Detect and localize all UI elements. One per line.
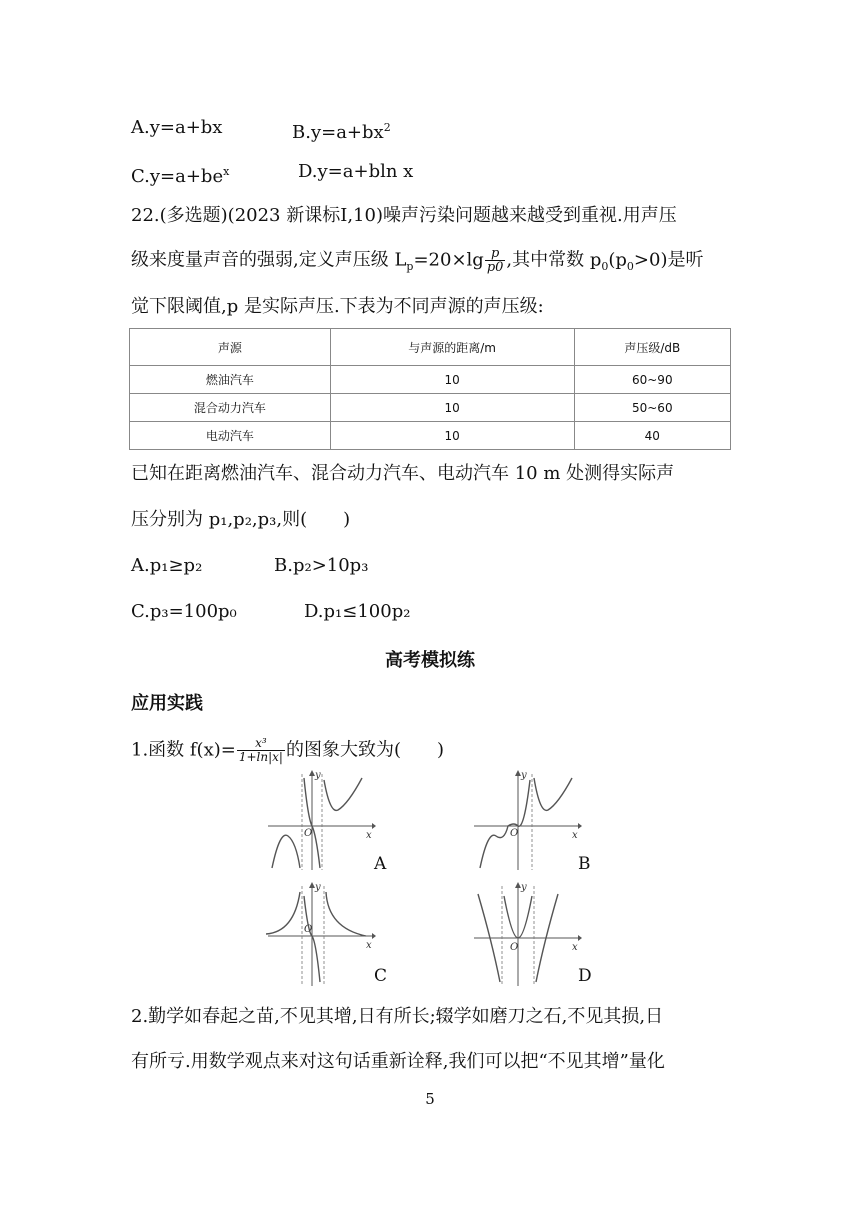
table-row (130, 394, 731, 422)
graph-b (472, 770, 582, 870)
x-axis-arrow (372, 933, 376, 939)
axis-x-label: x (366, 940, 372, 951)
curve (480, 780, 530, 868)
table-cell: 10 (330, 394, 574, 422)
option-row (131, 116, 222, 140)
graph-label-b: B (578, 854, 591, 874)
table-cell: 燃油汽车 (130, 366, 331, 394)
q2-line-2: 有所亏.用数学观点来对这句话重新诠释,我们可以把“不见其增”量化 (131, 1051, 665, 1072)
table-header-row (130, 329, 731, 366)
q1-stem: 1.函数 f(x)= $\frac{\text{x³}}{1+\ln|x|}$ 的图象大致为( ) (131, 736, 444, 764)
axis-y-label: y (315, 770, 321, 781)
curve (324, 778, 362, 810)
table-header: 声压级/dB (574, 329, 730, 366)
section-subtitle: 应用实践 (131, 693, 203, 714)
page-number: 5 (425, 1090, 435, 1108)
option-a: A.y=a+bx (131, 117, 223, 138)
sound-level-table (129, 328, 731, 450)
axis-x-label: x (572, 942, 578, 953)
graph-d (472, 882, 582, 986)
table-cell: 40 (574, 422, 730, 450)
axis-x-label: x (366, 830, 372, 841)
table-cell: 10 (330, 422, 574, 450)
q22-line-1: 22.(多选题)(2023 新课标Ⅰ,10)噪声污染问题越来越受到重视.用声压 (131, 205, 677, 226)
q22-line-2: 级来度量声音的强弱,定义声压级 $L_p=20\times\lg$ $\frac{p}{p0}$ ,其中常数 $p_0(p_0>0)$是听 (131, 246, 704, 275)
table-header: 声源 (130, 329, 331, 366)
axis-y-label: y (521, 882, 527, 893)
fraction-function: $\frac{\text{x³}}{1+\ln|x|}$ (238, 736, 283, 764)
q22-line-5: 压分别为 p₁,p₂,p₃,则( ) (131, 509, 351, 530)
q22-line-3: 觉下限阈值,p 是实际声压.下表为不同声源的声压级: (131, 296, 544, 317)
curve (272, 835, 300, 868)
graph-c (266, 882, 376, 986)
table-row (130, 366, 731, 394)
axis-y-label: y (521, 770, 527, 781)
q22-line-4: 已知在距离燃油汽车、混合动力汽车、电动汽车 10 m 处测得实际声 (131, 463, 675, 484)
axis-y-label: y (315, 882, 321, 893)
origin-label: O (510, 828, 519, 839)
option-b: $B.y=a+bx^2$ (292, 121, 391, 143)
graph-label-c: C (374, 966, 388, 986)
table-cell: 60~90 (574, 366, 730, 394)
x-axis-arrow (372, 823, 376, 829)
x-axis-arrow (578, 935, 582, 941)
origin-label: O (304, 924, 313, 935)
origin-label: O (304, 828, 313, 839)
graph-a (266, 770, 376, 870)
curve (534, 778, 572, 810)
q22-option-c: C.p₃=100p₀ (131, 601, 237, 622)
graph-label-a: A (374, 854, 387, 874)
curve (266, 892, 300, 934)
q22-option-a: A.p₁≥p₂ (131, 555, 203, 576)
origin-label: O (510, 942, 519, 953)
section-title: 高考模拟练 (385, 650, 475, 671)
q2-line-1: 2.勤学如春起之苗,不见其增,日有所长;辍学如磨刀之石,不见其损,日 (131, 1006, 664, 1027)
option-d: D.y=a+bln x (298, 161, 414, 182)
fraction-p-over-p0: $\frac{p}{p0}$ (486, 246, 504, 275)
q22-option-d: D.p₁≤100p₂ (304, 601, 411, 622)
x-axis-arrow (578, 823, 582, 829)
table-row (130, 422, 731, 450)
table-cell: 10 (330, 366, 574, 394)
curve (326, 892, 366, 936)
axis-x-label: x (572, 830, 578, 841)
table-cell: 50~60 (574, 394, 730, 422)
option-c: $C.y=a+be^x$ (131, 165, 230, 187)
graph-label-d: D (578, 966, 592, 986)
q22-option-b: B.p₂>10p₃ (274, 555, 369, 576)
table-cell: 电动汽车 (130, 422, 331, 450)
table-header: 与声源的距离/m (330, 329, 574, 366)
table-cell: 混合动力汽车 (130, 394, 331, 422)
